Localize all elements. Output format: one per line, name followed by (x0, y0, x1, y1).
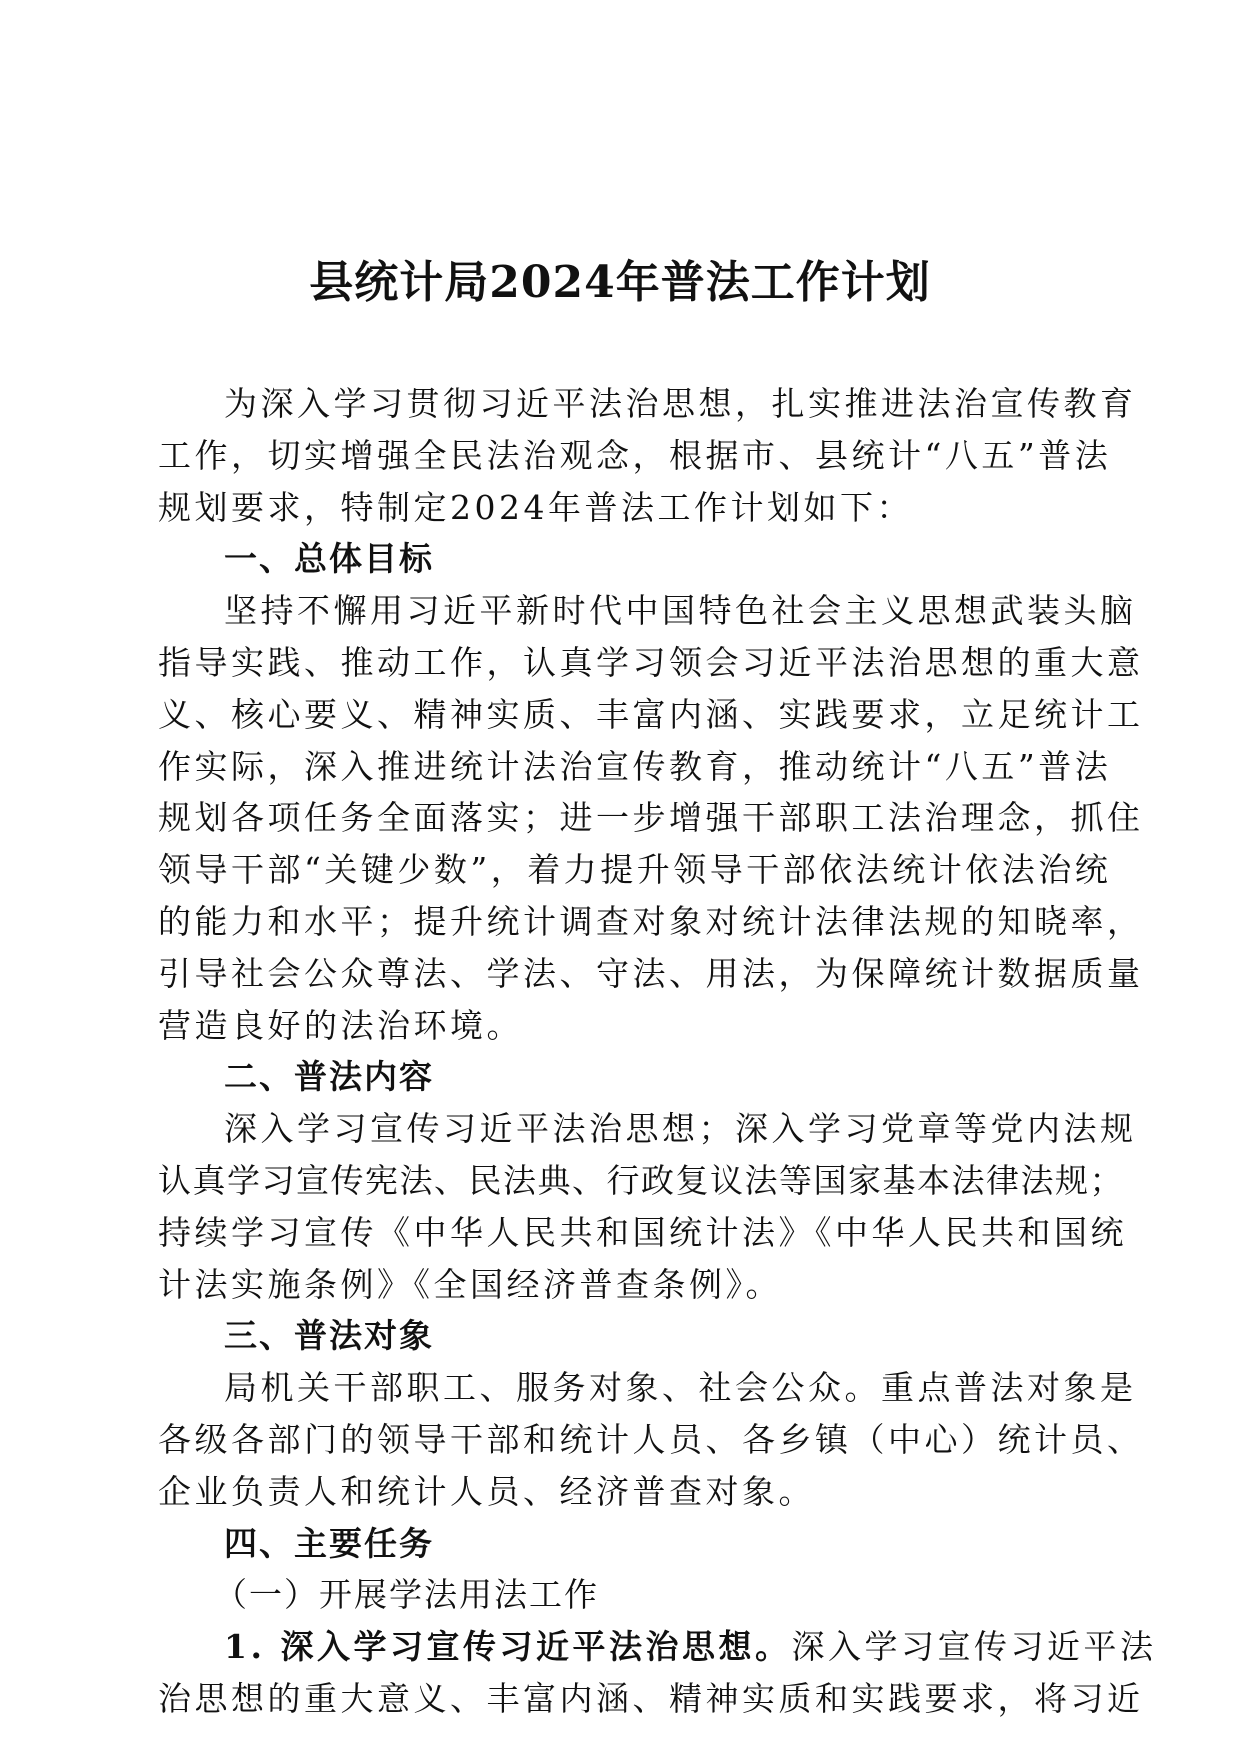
paragraph-line: 规划要求，特制定2024年普法工作计划如下： (158, 487, 913, 527)
paragraph-line: 作实际，深入推进统计法治宣传教育，推动统计“八五”普法 (158, 746, 1112, 786)
paragraph-line: 引导社会公众尊法、学法、守法、用法，为保障统计数据质量 (158, 953, 1144, 993)
paragraph-line: 营造良好的法治环境。 (158, 1005, 523, 1045)
paragraph-line: 指导实践、推动工作，认真学习领会习近平法治思想的重大意 (158, 642, 1144, 682)
section-heading-4: 四、主要任务 (224, 1523, 434, 1563)
paragraph-line: 治思想的重大意义、丰富内涵、精神实质和实践要求，将习近 (158, 1678, 1144, 1718)
item-heading: 1. 深入学习宣传习近平法治思想。 (224, 1627, 792, 1667)
section-heading-2: 二、普法内容 (224, 1057, 434, 1097)
item-text: 深入学习宣传习近平法 (791, 1627, 1157, 1667)
paragraph-line: 规划各项任务全面落实；进一步增强干部职工法治理念，抓住 (158, 798, 1144, 838)
paragraph-line: 工作，切实增强全民法治观念，根据市、县统计“八五”普法 (158, 435, 1112, 475)
paragraph-line: 领导干部“关键少数”，着力提升领导干部依法统计依法治统 (158, 850, 1112, 890)
subsection-heading: （一）开展学法用法工作 (214, 1575, 599, 1615)
paragraph-line: 持续学习宣传《中华人民共和国统计法》《中华人民共和国统 (158, 1212, 1127, 1252)
paragraph-line: 的能力和水平；提升统计调查对象对统计法律法规的知晓率， (158, 901, 1144, 941)
paragraph-line: 认真学习宣传宪法、民法典、行政复议法等国家基本法律法规； (158, 1160, 1124, 1200)
paragraph-line: 企业负责人和统计人员、经济普查对象。 (158, 1471, 815, 1511)
paragraph-line: 各级各部门的领导干部和统计人员、各乡镇（中心）统计员、 (158, 1419, 1144, 1459)
paragraph-line: 计法实施条例》《全国经济普查条例》。 (158, 1264, 782, 1304)
section-heading-3: 三、普法对象 (224, 1316, 434, 1356)
paragraph-line: 深入学习宣传习近平法治思想；深入学习党章等党内法规 (224, 1109, 1137, 1149)
paragraph-line: 坚持不懈用习近平新时代中国特色社会主义思想武装头脑 (224, 591, 1137, 631)
document-title: 县统计局2024年普法工作计划 (309, 257, 931, 308)
paragraph-line: 义、核心要义、精神实质、丰富内涵、实践要求，立足统计工 (158, 694, 1144, 734)
paragraph-line: 局机关干部职工、服务对象、社会公众。重点普法对象是 (224, 1368, 1137, 1408)
document-body (158, 378, 1157, 1725)
paragraph-line (158, 1621, 1157, 1673)
section-heading-1: 一、总体目标 (224, 539, 434, 579)
paragraph-line: 为深入学习贯彻习近平法治思想，扎实推进法治宣传教育 (224, 384, 1137, 423)
